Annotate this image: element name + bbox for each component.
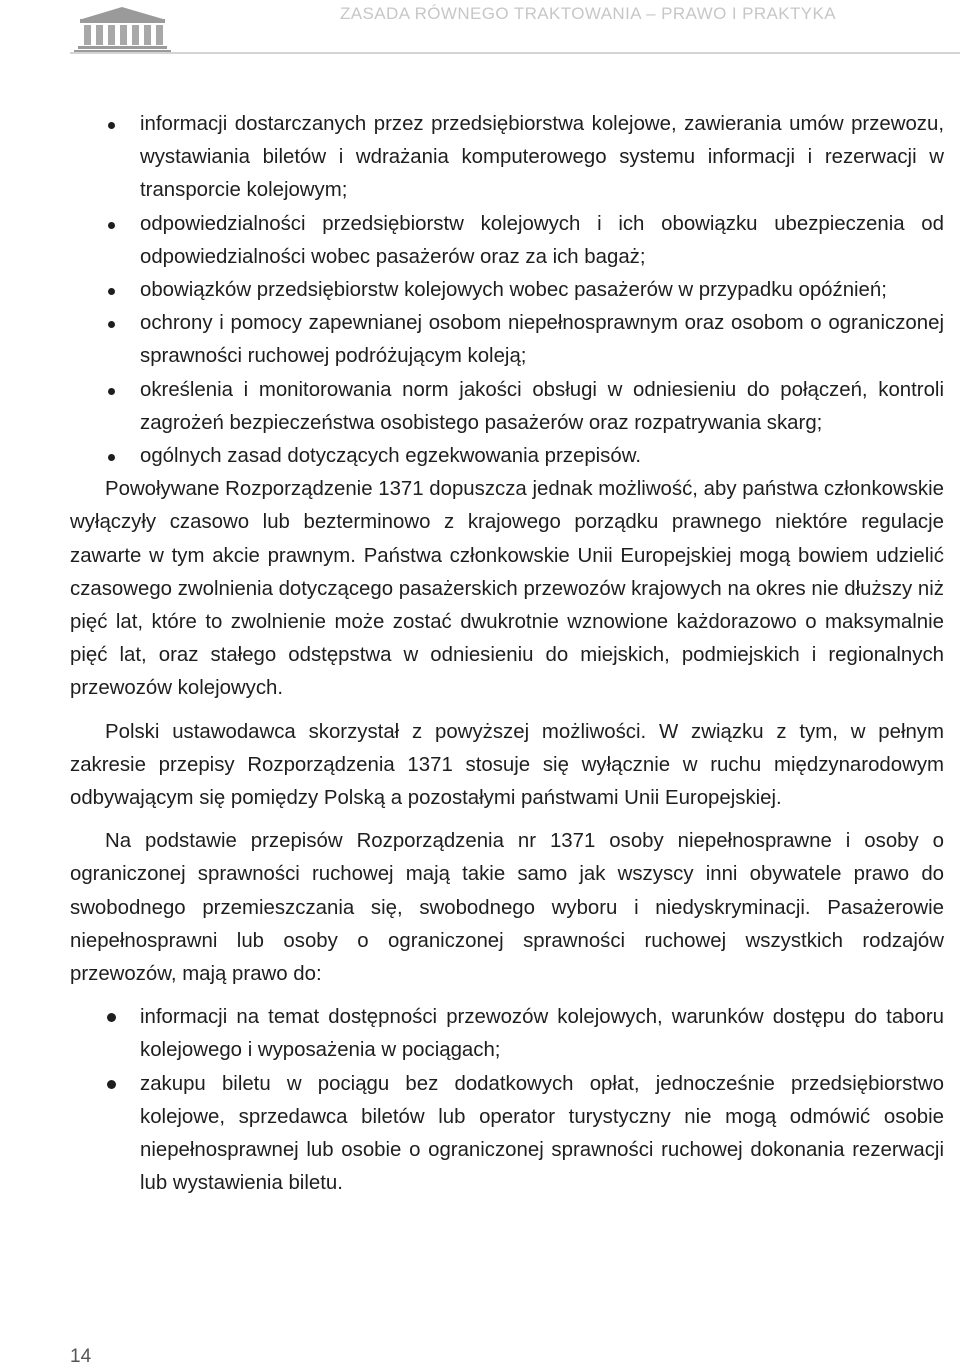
list-item: odpowiedzialności przedsiębiorstw kolejowych i ich obowiązku ubezpieczenia od odpowiedzialności wobec pasażerów oraz za ich bagaż;	[70, 208, 944, 274]
document-body	[70, 108, 944, 1201]
running-header-title: ZASADA RÓWNEGO TRAKTOWANIA – PRAWO I PRAKTYKA	[340, 4, 836, 23]
list-item: obowiązków przedsiębiorstw kolejowych wobec pasażerów w przypadku opóźnień;	[70, 274, 944, 307]
list-item: ochrony i pomocy zapewnianej osobom niepełnosprawnym oraz osobom o ograniczonej sprawności ruchowej podróżującym koleją;	[70, 307, 944, 373]
building-columns-logo-icon	[70, 3, 175, 55]
list-item: określenia i monitorowania norm jakości obsługi w odniesieniu do połączeń, kontroli zagrożeń bezpieczeństwa osobistego pasażerów oraz rozpatrywania skarg;	[70, 374, 944, 440]
list-item: ogólnych zasad dotyczących egzekwowania przepisów.	[70, 440, 944, 473]
bullet-list-passenger-rights	[70, 1001, 944, 1200]
bullet-list-regulation-scope	[70, 108, 944, 473]
header-divider	[70, 52, 960, 54]
paragraph: Powoływane Rozporządzenie 1371 dopuszcza jednak możliwość, aby państwa członkowskie wyłączyły czasowo lub bezterminowo z krajowego porządku prawnego niektóre regulacje zawarte w tym akcie prawnym. Państwa członkowskie Unii Europejskiej mogą bowiem udzielić czasowego zwolnienia dotyczącego pasażerskich przewozów krajowych na okres nie dłuższy niż pięć lat, które to zwolnienie może zostać dwukrotnie wznowione każdorazowo o maksymalnie pięć lat, oraz stałego odstępstwa w odniesieniu do miejskich, podmiejskich i regionalnych przewozów kolejowych.	[70, 478, 944, 700]
list-item: informacji dostarczanych przez przedsiębiorstwa kolejowe, zawierania umów przewozu, wystawiania biletów i wdrażania komputerowego systemu informacji i rezerwacji w transporcie kolejowym;	[70, 108, 944, 208]
list-item: informacji na temat dostępności przewozów kolejowych, warunków dostępu do taboru kolejowego i wyposażenia w pociągach;	[70, 1001, 944, 1067]
list-item: zakupu biletu w pociągu bez dodatkowych opłat, jednocześnie przedsiębiorstwo kolejowe, sprzedawca biletów lub operator turystyczny nie mogą odmówić osobie niepełnosprawnej lub osobie o ograniczonej sprawności ruchowej dokonania rezerwacji lub wystawienia biletu.	[70, 1068, 944, 1201]
paragraph: Na podstawie przepisów Rozporządzenia nr 1371 osoby niepełnosprawne i osoby o ograniczonej sprawności ruchowej mają takie samo jak wszyscy inni obywatele prawo do swobodnego przemieszczania się, swobodnego wyboru i niedyskryminacji. Pasażerowie niepełnosprawni lub osoby o ograniczonej sprawności ruchowej wszystkich rodzajów przewozów, mają prawo do:	[70, 830, 944, 986]
paragraph: Polski ustawodawca skorzystał z powyższej możliwości. W związku z tym, w pełnym zakresie przepisy Rozporządzenia 1371 stosuje się wyłącznie w ruchu międzynarodowym odbywającym się pomiędzy Polską a pozostałymi państwami Unii Europejskiej.	[70, 720, 944, 810]
page-number: 14	[70, 1346, 92, 1367]
